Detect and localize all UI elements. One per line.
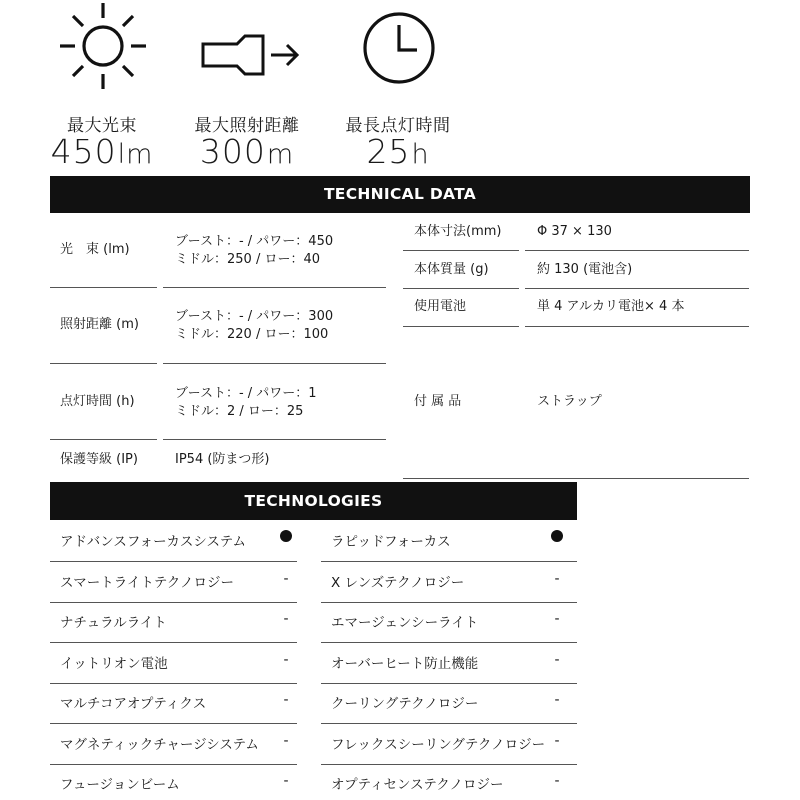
technology-name: マグネティックチャージシステム <box>60 736 259 753</box>
divider <box>321 642 577 643</box>
technology-name: オプティセンステクノロジー <box>331 777 504 793</box>
technology-name: アドバンスフォーカスシステム <box>60 534 247 550</box>
not-supported-dash: - <box>283 651 289 668</box>
divider <box>403 288 519 289</box>
not-supported-dash: - <box>554 651 560 668</box>
not-supported-dash: - <box>283 732 289 749</box>
divider <box>321 561 577 562</box>
technical-data-header: TECHNICAL DATA <box>50 176 750 213</box>
tech-data-label-distance: 照射距離 (m) <box>60 317 139 332</box>
spec-label: 最長点灯時間 <box>345 116 451 136</box>
divider <box>321 764 577 765</box>
tech-data-label-weight: 本体質量 (g) <box>414 262 489 277</box>
technologies-header: TECHNOLOGIES <box>50 482 577 520</box>
divider <box>163 287 386 288</box>
divider <box>525 326 749 327</box>
technology-name: フレックスシーリングテクノロジー <box>331 736 546 753</box>
tech-data-value-battery: 単 4 アルカリ電池× 4 本 <box>537 299 685 314</box>
not-supported-dash: - <box>283 773 289 789</box>
technology-name: イットリオン電池 <box>60 655 168 672</box>
tech-data-value-size: Φ 37 × 130 <box>537 224 612 239</box>
divider <box>403 326 519 327</box>
tech-data-value-ip: IP54 (防まつ形) <box>175 452 270 467</box>
technology-name: マルチコアオプティクス <box>60 696 207 712</box>
divider <box>321 683 577 684</box>
divider <box>50 683 297 684</box>
technology-name: エマージェンシーライト <box>331 615 479 631</box>
technology-name: X レンズテクノロジー <box>331 574 465 591</box>
technology-name: オーバーヒート防止機能 <box>331 655 479 672</box>
not-supported-dash: - <box>554 611 560 627</box>
divider <box>321 602 577 603</box>
technology-name: ナチュラルライト <box>60 615 167 631</box>
not-supported-dash: - <box>283 570 289 587</box>
divider <box>403 250 519 251</box>
spec-value: 450lm <box>50 132 154 171</box>
divider <box>50 439 157 440</box>
tech-data-label-size: 本体寸法(mm) <box>414 224 502 239</box>
not-supported-dash: - <box>554 570 560 587</box>
not-supported-dash: - <box>554 773 560 789</box>
not-supported-dash: - <box>554 732 560 749</box>
tech-data-value-distance-1: ブースト：- / パワー：300 <box>175 309 334 324</box>
divider <box>50 561 297 562</box>
divider <box>403 478 749 479</box>
divider <box>525 250 749 251</box>
spec-value: 300m <box>199 132 295 171</box>
tech-data-value-weight: 約 130 (電池含) <box>537 262 633 277</box>
not-supported-dash: - <box>283 692 289 708</box>
supported-dot-icon <box>547 530 567 546</box>
tech-data-value-distance-2: ミドル：220 / ロー：100 <box>175 327 329 342</box>
tech-data-value-accessory: ストラップ <box>537 394 602 409</box>
tech-data-value-runtime-2: ミドル：2 / ロー：25 <box>175 404 304 419</box>
tech-data-label-battery: 使用電池 <box>414 299 467 314</box>
tech-data-label-runtime: 点灯時間 (h) <box>60 394 135 409</box>
divider <box>163 439 386 440</box>
tech-data-value-lumen-2: ミドル：250 / ロー：40 <box>175 252 320 267</box>
tech-data-value-runtime-1: ブースト：- / パワー：1 <box>175 386 317 401</box>
divider <box>50 602 297 603</box>
divider <box>321 723 577 724</box>
filled-circle-icon <box>280 530 292 542</box>
tech-data-label-accessory: 付 属 品 <box>414 394 462 409</box>
spec-label: 最大照射距離 <box>194 116 300 136</box>
technology-name: ラピッドフォーカス <box>331 534 451 550</box>
technology-name: フュージョンビーム <box>60 777 180 793</box>
sun-icon <box>47 0 157 90</box>
supported-dot-icon <box>276 530 296 546</box>
divider <box>163 363 386 364</box>
divider <box>50 287 157 288</box>
not-supported-dash: - <box>283 611 289 627</box>
divider <box>50 723 297 724</box>
tech-data-value-lumen-1: ブースト：- / パワー：450 <box>175 234 334 249</box>
divider <box>525 288 749 289</box>
tech-data-label-lumen: 光 束 (lm) <box>60 242 130 257</box>
filled-circle-icon <box>551 530 563 542</box>
divider <box>50 764 297 765</box>
not-supported-dash: - <box>554 692 560 708</box>
technology-name: スマートライトテクノロジー <box>60 574 235 591</box>
flashlight-beam-icon <box>197 30 307 80</box>
tech-data-label-ip: 保護等級 (IP) <box>60 452 138 467</box>
clock-icon <box>359 8 439 88</box>
divider <box>50 642 297 643</box>
spec-label: 最大光束 <box>67 116 137 136</box>
divider <box>50 363 157 364</box>
technology-name: クーリングテクノロジー <box>331 696 479 712</box>
spec-value: 25h <box>366 132 430 171</box>
